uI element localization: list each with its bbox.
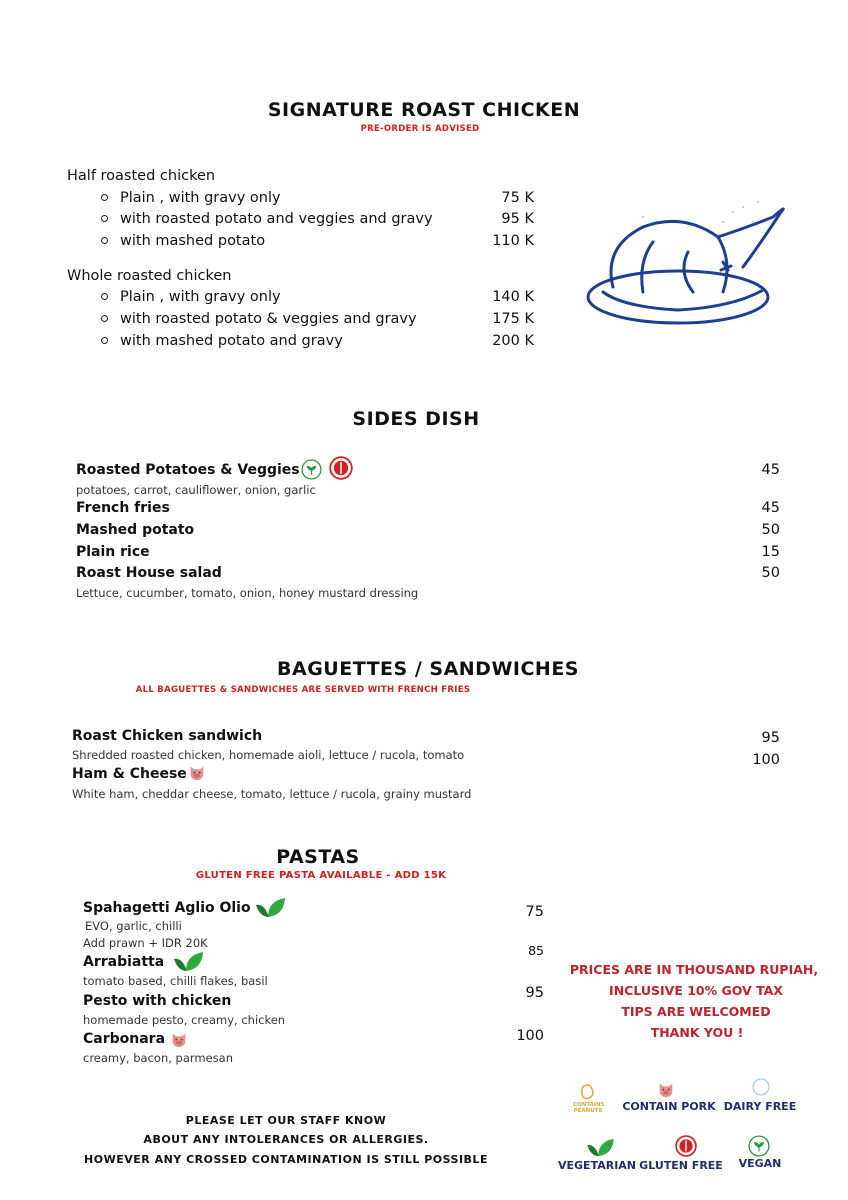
price: 95 K: [501, 211, 534, 227]
bullet-icon: [101, 237, 108, 244]
menu-item-desc: Shredded roasted chicken, homemade aioli, lettuce / rucola, tomato: [72, 748, 465, 762]
bullet-icon: [101, 293, 108, 300]
menu-item-desc: tomato based, chilli flakes, basil: [83, 974, 268, 988]
price: 75 K: [501, 190, 534, 206]
price: 95: [761, 730, 780, 746]
menu-item: with roasted potato & veggies and gravy: [120, 311, 417, 327]
legend-vegetarian-icon: [585, 1138, 615, 1158]
legend-vegetarian: VEGETARIAN: [557, 1159, 637, 1172]
menu-item-desc: Lettuce, cucumber, tomato, onion, honey mustard dressing: [76, 586, 419, 600]
pastas-subtitle: GLUTEN FREE PASTA AVAILABLE - ADD 15K: [195, 870, 447, 881]
price: 140 K: [492, 289, 534, 305]
menu-item-name: Spahagetti Aglio Olio: [83, 900, 251, 916]
menu-item: with mashed potato: [120, 233, 266, 249]
price: 85: [528, 943, 544, 958]
menu-item: Plain , with gravy only: [120, 190, 281, 206]
menu-item-name: Roasted Potatoes & Veggies: [76, 462, 300, 478]
menu-item: with roasted potato and veggies and gravy: [120, 211, 433, 227]
menu-item-desc: potatoes, carrot, cauliflower, onion, garlic: [76, 483, 316, 497]
baguettes-section-title: BAGUETTES / SANDWICHES: [277, 658, 579, 680]
group-name: Whole roasted chicken: [67, 268, 232, 284]
legend-vegan: VEGAN: [738, 1157, 782, 1170]
price: 110 K: [492, 233, 534, 249]
group-name: Half roasted chicken: [67, 168, 216, 184]
bullet-icon: [101, 337, 108, 344]
price: 50: [761, 522, 780, 538]
menu-item-name: Roast House salad: [76, 565, 222, 581]
bullet-icon: [101, 215, 108, 222]
bullet-icon: [101, 194, 108, 201]
roast-subtitle: PRE-ORDER IS ADVISED: [360, 124, 480, 134]
allergy-notice: PLEASE LET OUR STAFF KNOW: [185, 1114, 387, 1127]
vegetarian-leaf-icon: [172, 951, 204, 973]
menu-item-name: Mashed potato: [76, 522, 195, 538]
price: 100: [516, 1028, 544, 1044]
pastas-section-title: PASTAS: [276, 846, 360, 868]
menu-item-name: Arrabiatta: [83, 954, 165, 970]
roast-section-title: SIGNATURE ROAST CHICKEN: [267, 99, 581, 121]
baguettes-subtitle: ALL BAGUETTES & SANDWICHES ARE SERVED WITH FRENCH FRIES: [135, 685, 471, 695]
price: 45: [761, 462, 780, 478]
menu-item-desc: EVO, garlic, chilli: [85, 919, 182, 933]
vegan-icon: [301, 459, 322, 480]
allergy-notice: ABOUT ANY INTOLERANCES OR ALLERGIES.: [143, 1133, 429, 1146]
allergy-notice: HOWEVER ANY CROSSED CONTAMINATION IS STILL POSSIBLE: [84, 1153, 488, 1166]
menu-item-desc: homemade pesto, creamy, chicken: [83, 1013, 286, 1027]
price: 75: [525, 904, 544, 920]
legend-gluten-free: GLUTEN FREE: [639, 1159, 723, 1172]
pork-icon: [188, 764, 206, 782]
price: 175 K: [492, 311, 534, 327]
vegetarian-leaf-icon: [254, 897, 286, 919]
legend-gluten-free-icon: [675, 1135, 697, 1157]
menu-item-name: Ham & Cheese: [72, 766, 187, 782]
legend-vegan-icon: [748, 1135, 770, 1157]
price: 50: [761, 565, 780, 581]
price: 200 K: [492, 333, 534, 349]
menu-item-desc: creamy, bacon, parmesan: [83, 1051, 234, 1065]
menu-item: with mashed potato and gravy: [120, 333, 343, 349]
roast-chicken-illustration-icon: [583, 192, 793, 332]
price: 15: [761, 544, 780, 560]
price: 100: [752, 752, 780, 768]
bullet-icon: [101, 315, 108, 322]
legend-contains-peanuts: CONTAINS PEANUTS: [573, 1102, 605, 1114]
menu-item-name: French fries: [76, 500, 170, 516]
menu-item-name: Roast Chicken sandwich: [72, 728, 263, 744]
dairy-free-icon: [752, 1078, 770, 1096]
menu-item-extra: Add prawn + IDR 20K: [83, 936, 208, 950]
price: 95: [525, 985, 544, 1001]
menu-item-desc: White ham, cheddar cheese, tomato, lettuce / rucola, grainy mustard: [72, 787, 472, 801]
tips-note: TIPS ARE WELCOMED: [621, 1004, 771, 1019]
legend-dairy-free: DAIRY FREE: [723, 1100, 797, 1113]
thank-you-note: THANK YOU !: [650, 1025, 744, 1040]
menu-item-name: Plain rice: [76, 544, 150, 560]
menu-item-name: Pesto with chicken: [83, 993, 232, 1009]
sides-section-title: SIDES DISH: [352, 408, 480, 430]
gluten-free-icon: [329, 456, 353, 480]
pork-icon: [170, 1031, 188, 1049]
menu-item-name: Carbonara: [83, 1031, 166, 1047]
price: 45: [761, 500, 780, 516]
tax-note: INCLUSIVE 10% GOV TAX: [609, 983, 783, 998]
menu-item: Plain , with gravy only: [120, 289, 281, 305]
peanut-icon: [579, 1083, 597, 1101]
legend-pork-icon: [657, 1081, 675, 1099]
legend-contain-pork: CONTAIN PORK: [622, 1100, 716, 1113]
prices-note: PRICES ARE IN THOUSAND RUPIAH,: [569, 962, 819, 977]
